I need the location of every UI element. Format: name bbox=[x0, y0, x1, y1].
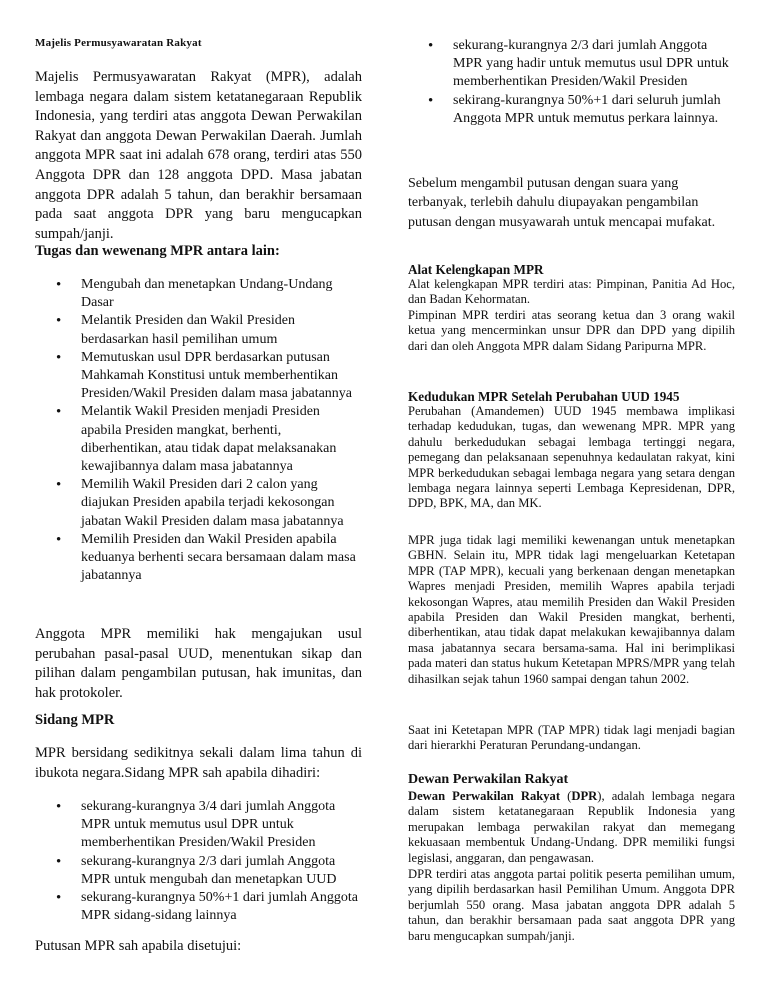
list-item: • Memilih Wakil Presiden dari 2 calon yang diajukan Presiden apabila terjadi kekosongan jabatan Wakil Presiden dalam masa jabatannya bbox=[35, 476, 362, 531]
list-item: • sekurang-kurangnya 2/3 dari jumlah Anggota MPR untuk mengubah dan menetapkan UUD bbox=[35, 853, 362, 889]
sidang-paragraph: MPR bersidang sedikitnya sekali dalam lima tahun di ibukota negara.Sidang MPR sah apabila dihadiri: bbox=[35, 745, 362, 781]
dpr-heading: Dewan Perwakilan Rakyat bbox=[408, 772, 569, 787]
list-item: • Memilih Presiden dan Wakil Presiden apabila keduanya berhenti secara bersamaan dalam masa jabatannya bbox=[35, 531, 362, 586]
hak-paragraph: Anggota MPR memiliki hak mengajukan usul perubahan pasal-pasal UUD, menentukan sikap dan pilihan dalam pengambilan putusan, hak imunitas, dan hak protokoler. bbox=[35, 626, 362, 701]
kedudukan-paragraph-1: Perubahan (Amandemen) UUD 1945 membawa implikasi terhadap kedudukan, tugas, dan wewenang MPR. MPR yang dahulu berkedudukan sebagai lembaga tertinggi negara, pemegang dan pelaksanaan sepenuhnya kedaulatan rakyat, kini MPR berkedudukan sebagai lembaga negara yang setara dengan lembaga negara lainnya seperti Lembaga Kepresidenan, DPR, DPD, BPK, MA, dan MK. bbox=[408, 404, 735, 511]
dpr-name: Dewan Perwakilan Rakyat bbox=[408, 789, 561, 803]
alat-paragraph-1: Alat kelengkapan MPR terdiri atas: Pimpinan, Panitia Ad Hoc, dan Badan Kehormatan. bbox=[408, 277, 735, 307]
list-item: • Memutuskan usul DPR berdasarkan putusan Mahkamah Konstitusi untuk memberhentikan Presiden/Wakil Presiden dalam masa jabatannya bbox=[35, 349, 362, 404]
kedudukan-paragraph-2: MPR juga tidak lagi memiliki kewenangan untuk menetapkan GBHN. Selain itu, MPR tidak lagi mengeluarkan Ketetapan MPR (TAP MPR), kecuali yang berkenaan dengan menetapkan Wapres menjadi Presiden, memilih Wapres apabila terjadi kekosongan Wapres, atau memilih Presiden dan Wakil Presiden apabila Presiden dan Wakil Presiden mangkat, berhenti, diberhentikan, atau tidak dapat melakukan kewajibannya dalam masa jabatannya secara bersama-sama. Hal ini berimplikasi pada materi dan status hukum Ketetapan MPRS/MPR yang telah dihasilkan sejak tahun 1960 sampai dengan tahun 2002. bbox=[408, 533, 735, 686]
alat-heading: Alat Kelengkapan MPR bbox=[408, 262, 544, 277]
dpr-paragraph-1-text: ), adalah lembaga negara dalam sistem ketatanegaraan Republik Indonesia yang merupakan lembaga perwakilan rakyat dan memegang kekuasaan membentuk Undang-Undang. DPR memiliki fungsi legislasi, anggaran, dan pengawasan. bbox=[408, 789, 735, 865]
list-item: • sekurang-kurangnya 3/4 dari jumlah Anggota MPR untuk memutus usul DPR untuk memberhentikan Presiden/Wakil Presiden bbox=[35, 798, 362, 853]
tugas-heading: Tugas dan wewenang MPR antara lain: bbox=[35, 243, 280, 259]
dpr-paren: ( bbox=[560, 789, 572, 803]
putusan-line: Putusan MPR sah apabila disetujui: bbox=[35, 938, 242, 954]
list-item: • Mengubah dan menetapkan Undang-Undang Dasar bbox=[35, 276, 362, 312]
dpr-abbr: DPR bbox=[571, 789, 598, 803]
list-item: • sekurang-kurangnya 2/3 dari jumlah Anggota MPR yang hadir untuk memutus usul DPR untuk memberhentikan Presiden/Wakil Presiden bbox=[408, 37, 735, 92]
alat-paragraph-2: Pimpinan MPR terdiri atas seorang ketua dan 3 orang wakil ketua yang mencerminkan unsur DPR dan DPD yang dipilih dari dan oleh Anggota MPR dalam Sidang Paripurna MPR. bbox=[408, 308, 735, 353]
kedudukan-heading: Kedudukan MPR Setelah Perubahan UUD 1945 bbox=[408, 389, 680, 404]
dpr-paragraph-1 bbox=[408, 789, 735, 866]
intro-paragraph: Majelis Permusyawaratan Rakyat (MPR), adalah lembaga negara dalam sistem ketatanegaraan Republik Indonesia, yang terdiri atas anggota Dewan Perwakilan Rakyat dan anggota Dewan Perwakilan Daerah. Jumlah anggota MPR saat ini adalah 678 orang, terdiri atas 550 Anggota DPR dan 128 anggota DPD. Masa jabatan anggota DPR adalah 5 tahun, dan berakhir bersamaan pada saat anggota DPR yang baru mengucapkan sumpah/janji. bbox=[35, 69, 362, 242]
list-item: • sekirang-kurangnya 50%+1 dari seluruh jumlah Anggota MPR untuk memutus perkara lainnya. bbox=[408, 92, 735, 128]
sidang-heading: Sidang MPR bbox=[35, 712, 115, 728]
musyawarah-paragraph: Sebelum mengambil putusan dengan suara yang terbanyak, terlebih dahulu diupayakan pengambilan putusan dengan musyawarah untuk mencapai mufakat. bbox=[408, 176, 716, 230]
dpr-paragraph-2: DPR terdiri atas anggota partai politik peserta pemilihan umum, yang dipilih berdasarkan hasil Pemilihan Umum. Anggota DPR berjumlah 550 orang. Masa jabatan anggota DPR adalah 5 tahun, dan berakhir bersamaan pada saat anggota DPR yang baru mengucapkan sumpah/janji. bbox=[408, 867, 735, 943]
sidang-list bbox=[35, 798, 362, 925]
putusan-list bbox=[408, 37, 735, 128]
list-item: • sekurang-kurangnya 50%+1 dari jumlah Anggota MPR sidang-sidang lainnya bbox=[35, 889, 362, 925]
list-item: • Melantik Presiden dan Wakil Presiden berdasarkan hasil pemilihan umum bbox=[35, 312, 362, 348]
page-header: Majelis Permusyawaratan Rakyat bbox=[35, 37, 202, 49]
kedudukan-paragraph-3: Saat ini Ketetapan MPR (TAP MPR) tidak lagi menjadi bagian dari hierarkhi Peraturan Perundang-undangan. bbox=[408, 723, 735, 753]
list-item: • Melantik Wakil Presiden menjadi Presiden apabila Presiden mangkat, berhenti, diberhentikan, atau tidak dapat melaksanakan kewajibannya dalam masa jabatannya bbox=[35, 403, 362, 476]
tugas-list bbox=[35, 276, 362, 585]
